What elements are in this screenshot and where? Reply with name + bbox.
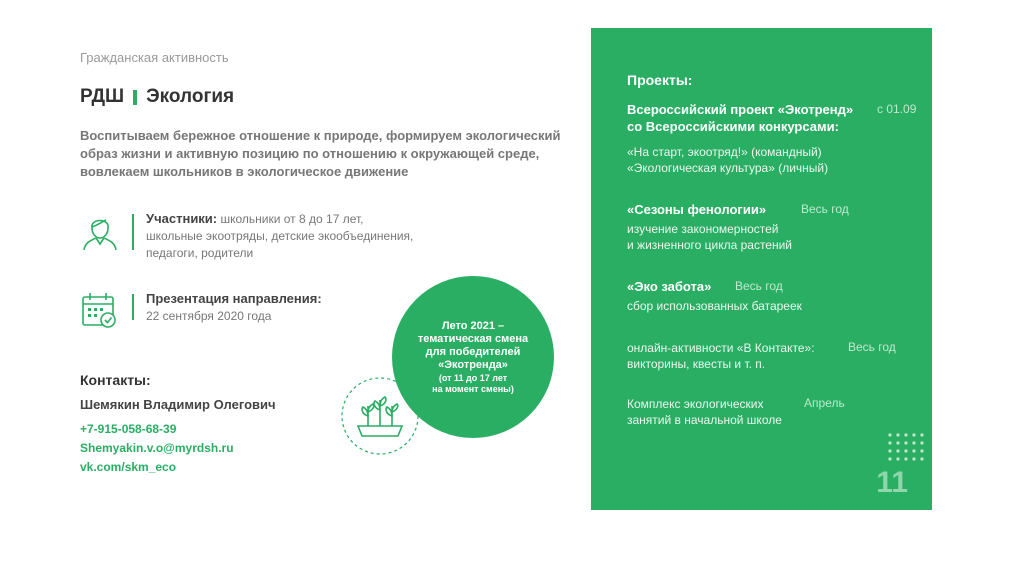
participants-divider: [132, 214, 134, 250]
participants-line3: педагоги, родители: [146, 246, 254, 260]
contact-vk-link[interactable]: vk.com/skm_eco: [80, 460, 177, 474]
contacts-heading: Контакты:: [80, 372, 151, 388]
project-when: Весь год: [735, 279, 783, 293]
presentation-divider: [132, 294, 134, 320]
project-desc: изучение закономерностей: [627, 222, 779, 236]
summer-line3: для победителей: [425, 345, 521, 358]
summer-line4: «Экотренда»: [438, 358, 508, 371]
section-kicker: Гражданская активность: [80, 50, 229, 65]
section-label: Экология: [146, 86, 235, 107]
contact-phone[interactable]: +7-915-058-68-39: [80, 422, 177, 436]
project-desc: занятий в начальной школе: [627, 413, 782, 427]
project-title: Комплекс экологических: [627, 397, 764, 411]
presentation-date: 22 сентября 2020 года: [146, 309, 272, 323]
project-title: «Эко забота»: [627, 279, 712, 294]
decor-dots: [887, 432, 931, 466]
participants-line2: школьные экоотряды, детские экообъединения,: [146, 229, 414, 243]
participants-line1: школьники от 8 до 17 лет,: [217, 212, 364, 226]
participants-label: Участники:: [146, 211, 218, 226]
person-icon: [80, 210, 120, 250]
participants-text: [146, 210, 413, 262]
project-when: с 01.09: [877, 102, 917, 116]
page-number: 11: [876, 466, 908, 499]
brand-label: РДШ: [80, 86, 125, 107]
summer-sub2: на момент смены): [432, 383, 514, 394]
presentation-text: [146, 290, 322, 330]
summer-shift-badge: [392, 276, 554, 438]
project-desc: викторины, квесты и т. п.: [627, 357, 766, 371]
contact-name: Шемякин Владимир Олегович: [80, 397, 276, 412]
project-desc: «Экологическая культура» (личный): [627, 161, 829, 175]
project-desc: сбор использованных батареек: [627, 299, 802, 313]
summer-sub1: (от 11 до 17 лет: [438, 372, 508, 383]
project-when: Весь год: [848, 340, 896, 354]
title-divider: [133, 90, 137, 105]
calendar-icon: [80, 290, 120, 330]
presentation-block: [80, 290, 322, 330]
project-title: «Сезоны фенологии»: [627, 202, 767, 217]
project-when: Весь год: [801, 202, 849, 216]
contact-email[interactable]: Shemyakin.v.o@myrdsh.ru: [80, 441, 234, 455]
presentation-label: Презентация направления:: [146, 291, 322, 306]
project-desc: «На старт, экоотряд!» (командный): [627, 145, 822, 159]
page-title: [80, 86, 234, 108]
summer-line1: Лето 2021 –: [441, 319, 505, 332]
project-title: Всероссийский проект «Экотренд»: [627, 102, 854, 117]
summer-line2: тематическая смена: [417, 332, 529, 345]
participants-block: [80, 210, 413, 262]
projects-heading: Проекты:: [627, 72, 693, 88]
description: Воспитываем бережное отношение к природе, формируем экологический образ жизни и активную позицию по отношению к окружающей среде, вовлекаем школьников в экологическое движение: [80, 128, 561, 179]
project-title: онлайн-активности «В Контакте»:: [627, 341, 815, 355]
projects-panel: [591, 28, 932, 510]
project-desc: и жизненного цикла растений: [627, 238, 793, 252]
project-title-cont: со Всероссийскими конкурсами:: [627, 119, 839, 134]
project-when: Апрель: [804, 396, 845, 410]
